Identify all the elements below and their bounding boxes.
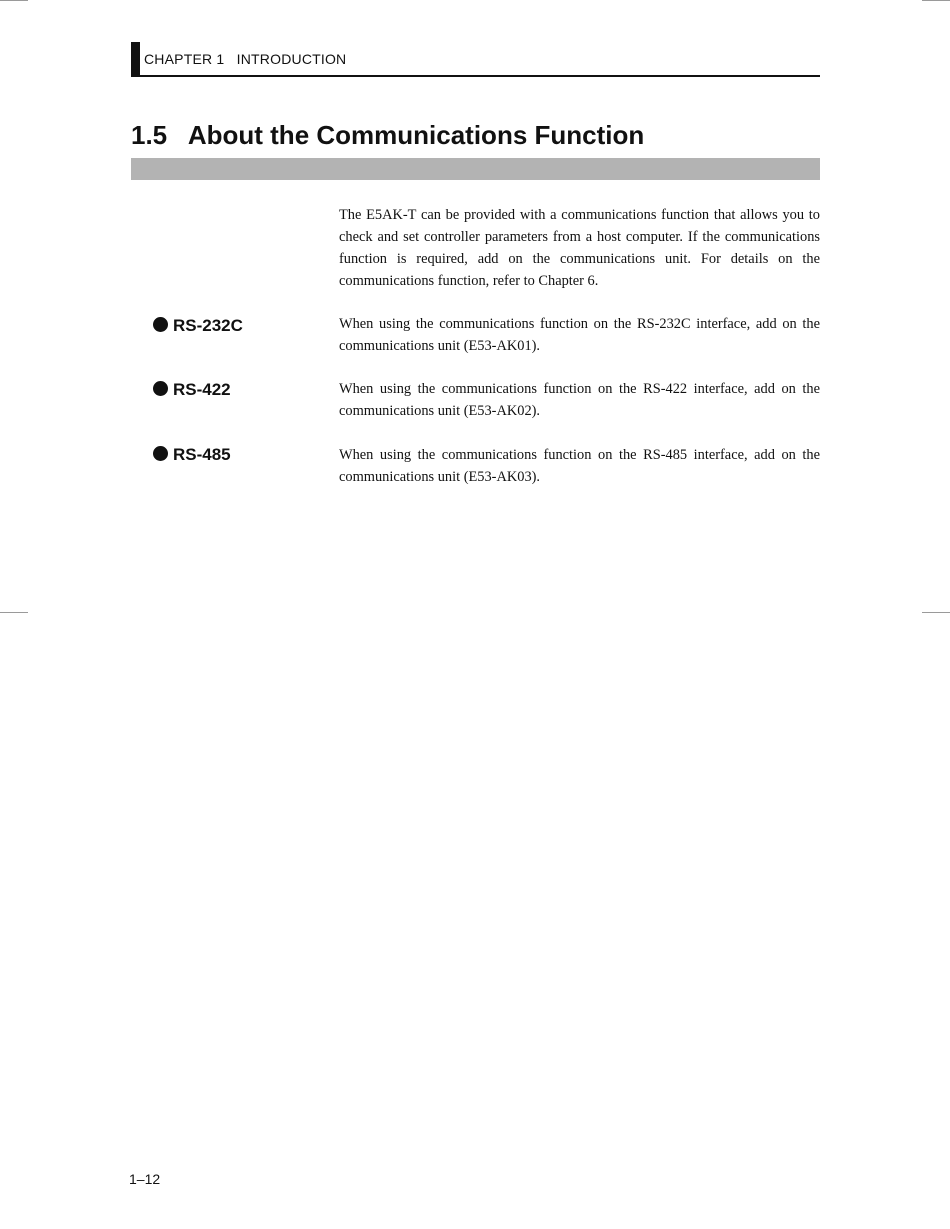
running-header	[131, 42, 820, 77]
section-title: 1.5 About the Communications Function	[131, 120, 645, 150]
rs485-description: When using the communications function on the RS-485 interface, add on the communications unit (E53-AK03).	[339, 447, 820, 485]
bullet-icon	[153, 317, 168, 332]
crop-mark	[0, 612, 28, 613]
chapter-heading: CHAPTER 1 INTRODUCTION	[144, 51, 347, 67]
rs422-description: When using the communications function on the RS-422 interface, add on the communications unit (E53-AK02).	[339, 381, 820, 419]
rs232c-label	[153, 316, 243, 336]
intro-paragraph: The E5AK-T can be provided with a communications function that allows you to check and set controller parameters from a host computer. If the communications function is required, add on the communications unit. For details on the communications function, refer to Chapter 6.	[339, 207, 820, 289]
interface-name: RS-422	[173, 380, 231, 399]
crop-mark	[0, 0, 28, 1]
bullet-icon	[153, 381, 168, 396]
title-rule	[131, 158, 820, 180]
page-number: 1–12	[129, 1171, 161, 1187]
header-bar	[131, 42, 140, 77]
interface-name: RS-232C	[173, 316, 243, 335]
rs232c-description: When using the communications function on the RS-232C interface, add on the communications unit (E53-AK01).	[339, 316, 820, 354]
interface-name: RS-485	[173, 445, 231, 464]
crop-mark	[922, 0, 950, 1]
crop-mark	[922, 612, 950, 613]
rs422-label	[153, 380, 231, 400]
rs485-label	[153, 445, 231, 465]
bullet-icon	[153, 446, 168, 461]
